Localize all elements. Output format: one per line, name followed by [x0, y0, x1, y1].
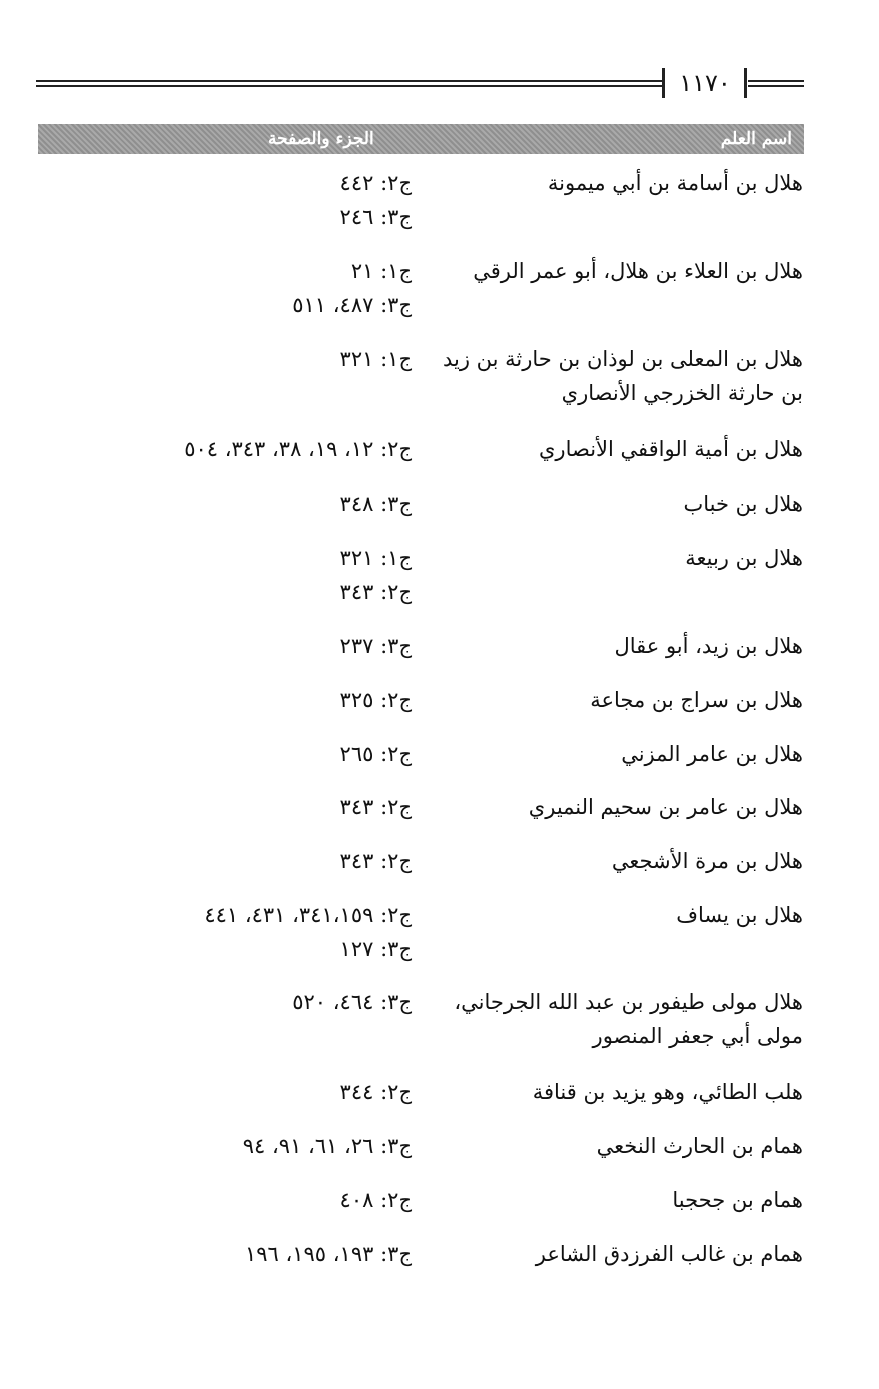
entry-references: [60, 342, 412, 376]
volume-page-reference: ج٣: ٤٦٤، ٥٢٠: [292, 990, 412, 1014]
entry-name: همام بن جحجبا: [672, 1188, 803, 1212]
entry-references: [60, 1237, 412, 1271]
entry-name: هلال بن أسامة بن أبي ميمونة: [547, 171, 803, 195]
column-header-volume-page: الجزء والصفحة: [268, 129, 374, 149]
entry-name: هلال بن العلاء بن هلال، أبو عمر الرقي: [473, 259, 803, 283]
entry-name: هلال بن أمية الواقفي الأنصاري: [539, 437, 803, 461]
entry-name: هلال بن مرة الأشجعي: [611, 849, 803, 873]
volume-page-reference: ج١: ٣٢١: [339, 347, 412, 371]
volume-page-reference: ج٢: ٣٤٣: [339, 849, 412, 873]
entry-name: هلال بن ربيعة: [685, 546, 803, 570]
entry-name: هلب الطائي، وهو يزيد بن قنافة: [532, 1080, 803, 1104]
entry-references: [60, 487, 412, 521]
volume-page-reference: ج٣: ١٢٧: [339, 937, 412, 961]
entry-references: [60, 1129, 412, 1163]
volume-page-reference: ج٢: ٤٤٢: [339, 171, 412, 195]
column-header-name: اسم العلم: [720, 129, 792, 149]
entry-references: [60, 898, 412, 966]
entry-references: [60, 737, 412, 771]
entry-name: هلال بن يساف: [676, 903, 803, 927]
entry-name: هلال بن عامر بن سحيم النميري: [528, 795, 803, 819]
volume-page-reference: ج٢: ٣٤١،١٥٩، ٤٣١، ٤٤١: [204, 903, 412, 927]
volume-page-reference: ج١: ٣٢١: [339, 546, 412, 570]
entry-references: [60, 844, 412, 878]
entry-references: [60, 790, 412, 824]
entry-references: [60, 166, 412, 234]
entry-name: هلال بن عامر المزني: [621, 742, 803, 766]
entry-name: همام بن غالب الفرزدق الشاعر: [535, 1242, 803, 1266]
entry-name: هلال مولى طيفور بن عبد الله الجرجاني، مولى أبي جعفر المنصور: [454, 990, 803, 1048]
volume-page-reference: ج٣: ٢٣٧: [339, 634, 412, 658]
entry-references: [60, 683, 412, 717]
volume-page-reference: ج٣: ٢٦، ٦١، ٩١، ٩٤: [242, 1134, 412, 1158]
entry-references: [60, 432, 412, 466]
volume-page-reference: ج٢: ٣٤٣: [339, 795, 412, 819]
volume-page-reference: ج٢: ٣٤٣: [339, 580, 412, 604]
volume-page-reference: ج٢: ٣٤٤: [339, 1080, 412, 1104]
volume-page-reference: ج٢: ٤٠٨: [339, 1188, 412, 1212]
volume-page-reference: ج٣: ٤٨٧، ٥١١: [292, 293, 412, 317]
page-number: ١١٧٠: [679, 69, 731, 97]
volume-page-reference: ج٢: ٢٦٥: [339, 742, 412, 766]
entry-references: [60, 1183, 412, 1217]
entry-name: هلال بن سراج بن مجاعة: [590, 688, 803, 712]
volume-page-reference: ج٢: ٣٢٥: [339, 688, 412, 712]
volume-page-reference: ج٣: ١٩٣، ١٩٥، ١٩٦: [244, 1242, 412, 1266]
entry-name: هلال بن المعلى بن لوذان بن حارثة بن زيد بن حارثة الخزرجي الأنصاري: [442, 347, 803, 405]
entry-references: [60, 1075, 412, 1109]
entry-name: هلال بن خباب: [683, 492, 803, 516]
volume-page-reference: ج٣: ٢٤٦: [339, 205, 412, 229]
entry-references: [60, 629, 412, 663]
entry-references: [60, 254, 412, 322]
entry-name: هلال بن زيد، أبو عقال: [614, 634, 803, 658]
volume-page-reference: ج٣: ٣٤٨: [339, 492, 412, 516]
volume-page-reference: ج٢: ١٢، ١٩، ٣٨، ٣٤٣، ٥٠٤: [184, 437, 412, 461]
entry-references: [60, 541, 412, 609]
volume-page-reference: ج١: ٢١: [350, 259, 412, 283]
entry-name: همام بن الحارث النخعي: [596, 1134, 803, 1158]
entry-references: [60, 985, 412, 1019]
